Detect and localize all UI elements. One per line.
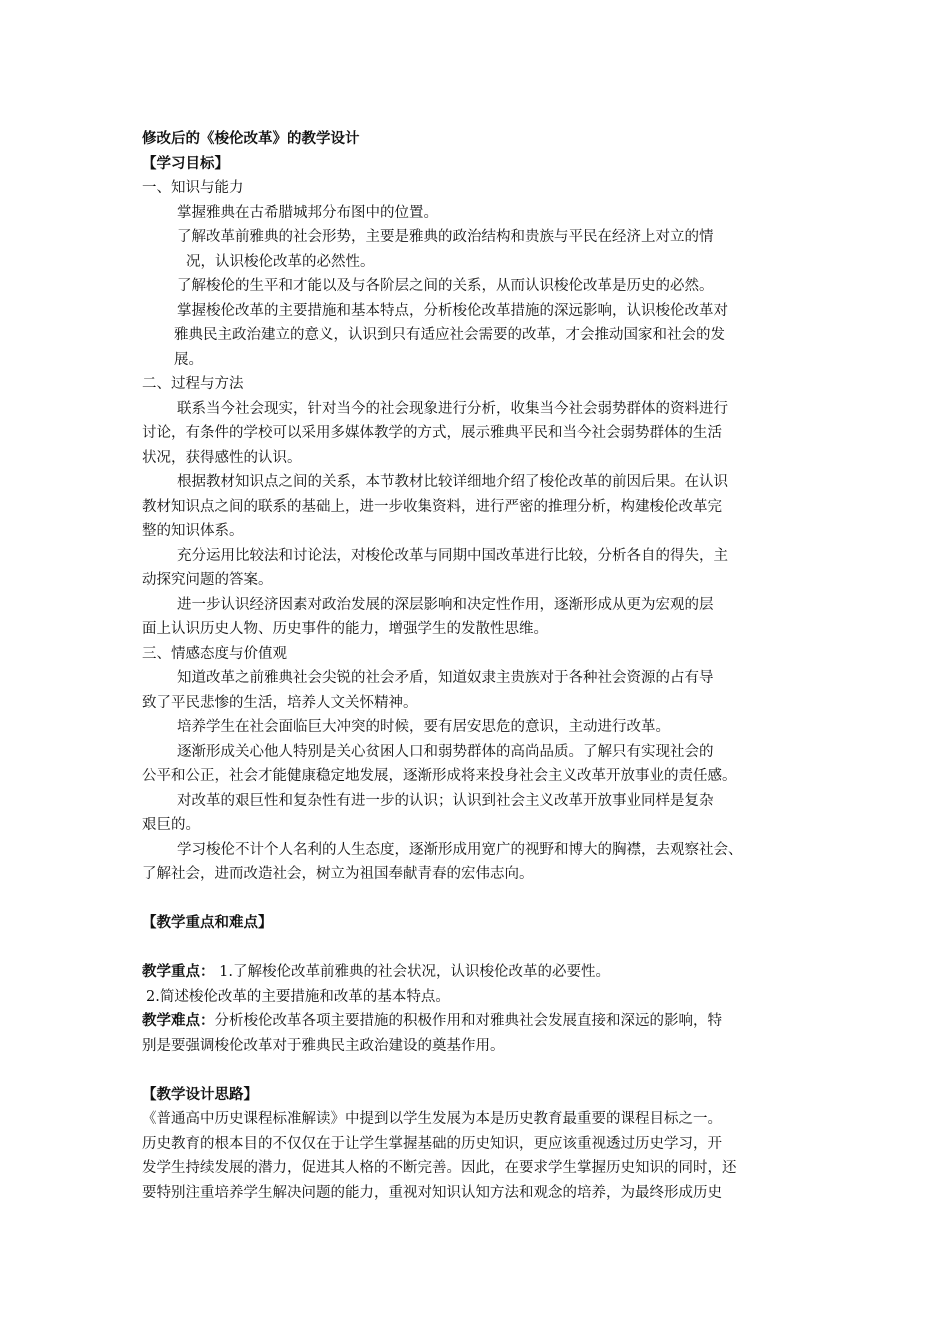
difficult-point-line: [142, 1009, 822, 1034]
design-line: 发学生持续发展的潜力，促进其人格的不断完善。因此，在要求学生掌握历史知识的同时，还: [142, 1160, 737, 1176]
values-line: 学习梭伦不计个人名利的人生态度，逐渐形成用宽广的视野和博大的胸襟，去观察社会、: [177, 841, 743, 858]
spacer: [142, 936, 822, 961]
values-line: 逐渐形成关心他人特别是关心贫困人口和弱势群体的高尚品质。了解只有实现社会的: [177, 743, 714, 760]
process-line: 根据教材知识点之间的关系，本节教材比较详细地介绍了梭伦改革的前因后果。在认识: [177, 474, 728, 490]
knowledge-line: 掌握梭伦改革的主要措施和基本特点，分析梭伦改革措施的深远影响，认识梭伦改革对: [177, 302, 728, 319]
design-line: 历史教育的根本目的不仅仅在于让学生掌握基础的历史知识，更应该重视透过历史学习，开: [142, 1135, 722, 1152]
values-heading: 三、情感态度与价值观: [142, 645, 287, 662]
spacer: [142, 1058, 822, 1083]
knowledge-line: 了解梭伦的生平和才能以及与各阶层之间的关系，从而认识梭伦改革是历史的必然。: [177, 278, 714, 294]
key-point-label: 教学重点：: [142, 963, 215, 980]
process-line: 充分运用比较法和讨论法，对梭伦改革与同期中国改革进行比较，分析各自的得失，主: [177, 547, 728, 564]
process-line: 教材知识点之间的联系的基础上，进一步收集资料，进行严密的推理分析，构建梭伦改革完: [142, 498, 722, 515]
difficult-point-line: 别是要强调梭伦改革对于雅典民主政治建设的奠基作用。: [142, 1037, 505, 1054]
process-line: 讨论，有条件的学校可以采用多媒体教学的方式，展示雅典平民和当今社会弱势群体的生活: [142, 425, 722, 441]
knowledge-heading: 一、知识与能力: [142, 180, 244, 196]
document-body: [142, 127, 822, 1205]
values-line: 艰巨的。: [142, 817, 200, 833]
design-line: 要特别注重培养学生解决问题的能力，重视对知识认知方法和观念的培养，为最终形成历史: [142, 1184, 722, 1201]
values-line: 了解社会，进而改造社会，树立为祖国奉献青春的宏伟志向。: [142, 866, 534, 882]
key-point-line: 2.简述梭伦改革的主要措施和改革的基本特点。: [146, 988, 450, 1005]
difficult-point-text: 分析梭伦改革各项主要措施的积极作用和对雅典社会发展直接和深远的影响，特: [214, 1013, 722, 1029]
knowledge-line: 了解改革前雅典的社会形势，主要是雅典的政治结构和贵族与平民在经济上对立的情: [177, 229, 714, 245]
key-point-line: [142, 960, 822, 985]
spacer: [142, 887, 822, 912]
knowledge-line: 况，认识梭伦改革的必然性。: [186, 253, 375, 270]
values-line: 培养学生在社会面临巨大冲突的时候，要有居安思危的意识，主动进行改革。: [177, 719, 670, 735]
values-line: 对改革的艰巨性和复杂性有进一步的认识；认识到社会主义改革开放事业同样是复杂: [177, 792, 714, 809]
process-line: 进一步认识经济因素对政治发展的深层影响和决定性作用，逐渐形成从更为宏观的层: [177, 596, 714, 613]
process-heading: 二、过程与方法: [142, 376, 244, 392]
values-line: 致了平民悲惨的生活，培养人文关怀精神。: [142, 694, 418, 711]
process-line: 整的知识体系。: [142, 523, 244, 539]
process-line: 面上认识历史人物、历史事件的能力，增强学生的发散性思维。: [142, 621, 548, 637]
objectives-heading: 【学习目标】: [142, 154, 229, 172]
difficult-point-label: 教学难点：: [142, 1012, 215, 1029]
document-title: 修改后的《梭伦改革》的教学设计: [142, 130, 360, 147]
design-heading: 【教学设计思路】: [142, 1085, 258, 1103]
design-line: 《普通高中历史课程标准解读》中提到以学生发展为本是历史教育最重要的课程目标之一。: [142, 1111, 722, 1127]
process-line: 状况，获得感性的认识。: [142, 449, 302, 466]
knowledge-line: 雅典民主政治建立的意义，认识到只有适应社会需要的改革，才会推动国家和社会的发: [174, 327, 725, 343]
knowledge-line: 掌握雅典在古希腊城邦分布图中的位置。: [177, 204, 438, 221]
process-line: 联系当今社会现实，针对当今的社会现象进行分析，收集当今社会弱势群体的资料进行: [177, 400, 728, 417]
knowledge-line: 展。: [174, 351, 203, 368]
key-point-text: 1.了解梭伦改革前雅典的社会状况，认识梭伦改革的必要性。: [214, 964, 610, 980]
values-line: 公平和公正，社会才能健康稳定地发展，逐渐形成将来投身社会主义改革开放事业的责任感。: [142, 768, 737, 784]
process-line: 动探究问题的答案。: [142, 572, 273, 588]
key-points-heading: 【教学重点和难点】: [142, 914, 273, 931]
values-line: 知道改革之前雅典社会尖锐的社会矛盾，知道奴隶主贵族对于各种社会资源的占有导: [177, 670, 714, 686]
